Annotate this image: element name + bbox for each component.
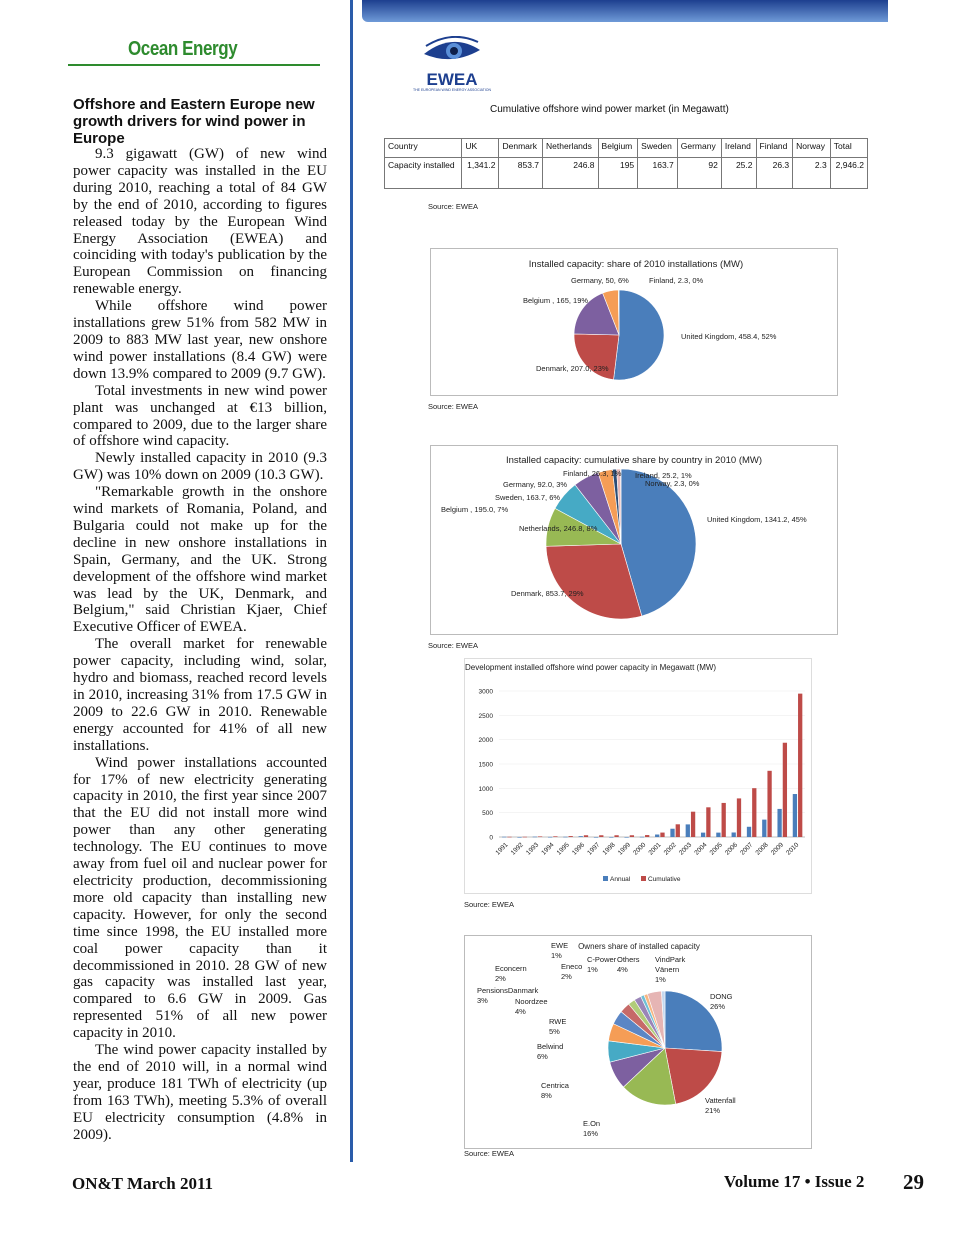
bar-annual: [686, 824, 690, 837]
page-number: 29: [903, 1170, 924, 1194]
bar-annual: [732, 832, 736, 837]
legend-label: Cumulative: [648, 876, 681, 883]
table-cell: 853.7: [499, 158, 543, 189]
pie-data-label: EWE: [551, 941, 569, 950]
bar-annual: [655, 835, 659, 837]
y-tick-label: 500: [482, 810, 493, 818]
y-tick-label: 2000: [478, 737, 493, 745]
pie-data-label: Econcern: [495, 964, 527, 973]
pie-data-label: Vänern: [655, 965, 680, 974]
x-tick-label: 1995: [555, 841, 571, 857]
x-tick-label: 2007: [739, 841, 755, 857]
bar-cumulative: [722, 803, 726, 837]
bar-cumulative: [783, 743, 787, 837]
legend-swatch: [641, 876, 646, 881]
article-heading: Offshore and Eastern Europe new growth drivers for wind power in Europe: [73, 96, 315, 147]
pie-data-label: Denmark, 207.0, 23%: [536, 364, 609, 373]
article-paragraph: The overall market for renewable power capacity, including wind, solar, hydro and biomass, reached record levels in 2010, increasing 31% from 17.5 GW in 2009 to 22.6 GW in 2010. Renewable energy accounted for 41% of all new installations.: [73, 636, 327, 754]
bar-cumulative: [706, 807, 710, 837]
bar-annual: [517, 837, 521, 838]
pie-data-label: Netherlands, 246.8, 8%: [519, 524, 598, 533]
bar-cumulative: [630, 835, 634, 837]
pie-data-label: Sweden, 163.7, 6%: [495, 493, 561, 502]
pie-data-label: Finland, 26.3, 1%: [563, 469, 622, 478]
pie-data-label: Eneco: [561, 962, 583, 971]
bar-cumulative: [691, 812, 695, 837]
bar-annual: [624, 837, 628, 838]
table-title: Cumulative offshore wind power market (in Megawatt): [490, 104, 729, 115]
bar-annual: [594, 837, 598, 838]
chart4-source: Source: EWEA: [464, 1149, 515, 1158]
pie-data-label: DONG: [710, 992, 733, 1001]
table-header-cell: Belgium: [598, 139, 638, 158]
x-tick-label: 1993: [525, 841, 541, 857]
x-tick-label: 1992: [509, 841, 525, 857]
y-tick-label: 1000: [478, 785, 493, 793]
bar-cumulative: [676, 824, 680, 837]
table-cell: 2.3: [793, 158, 831, 189]
pie-data-label: 1%: [551, 951, 562, 960]
pie-data-label: Belgium , 165, 19%: [523, 296, 589, 305]
bar-annual: [563, 837, 567, 838]
pie-data-label: Others: [617, 955, 640, 964]
pie-data-label: 4%: [515, 1007, 526, 1016]
table-cell: 92: [677, 158, 721, 189]
pie-data-label: Germany, 50, 6%: [571, 276, 629, 285]
table-header-cell: Norway: [793, 139, 831, 158]
bar-annual: [609, 837, 613, 838]
article-paragraph: The wind power capacity installed by the end of 2010 will, in a normal wind year, produce 181 TWh of electricity (up from 163 TWh), meeting 5.3% of overall EU electricity consumption (4.8% in 2009).: [73, 1042, 327, 1143]
article-paragraph: Wind power installations accounted for 17% of new electricity generating capacity in 2010, the first year since 2007 that the EU did not install more wind power than any other generating technology. The EU continues to move away from fuel oil and nuclear power for electricity production, decommissioning more old capacity than installing new capacity. However, for only the second time since 1998, the EU installed more coal power capacity than it decommissioned in 2010. 28 GW of new gas capacity was installed last year, compared to 6.6 GW in 2009. Gas represented 51% of all new power capacity in 2010.: [73, 754, 327, 1042]
x-tick-label: 1997: [586, 841, 602, 857]
bar-cumulative: [737, 798, 741, 837]
pie-data-label: 2%: [495, 974, 506, 983]
table-cell: 25.2: [721, 158, 756, 189]
bar-cumulative: [538, 836, 542, 837]
article-paragraph: 9.3 gigawatt (GW) of new wind power capacity was installed in the EU during 2010, reaching a total of 84 GW by the end of 2010, according to figures released today by the European Wind Energy Association (EWEA) and coinciding with today's publication by the European Commission on financing renewable energy.: [73, 146, 327, 298]
x-tick-label: 1991: [494, 841, 510, 857]
table-cell: 246.8: [543, 158, 599, 189]
logo-subtitle: THE EUROPEAN WIND ENERGY ASSOCIATION: [412, 88, 492, 92]
chart-2010-share: [430, 248, 838, 396]
pie-data-label: 5%: [549, 1027, 560, 1036]
table-header-cell: Total: [830, 139, 867, 158]
x-tick-label: 1999: [616, 841, 632, 857]
pie-data-label: Denmark, 853.7, 29%: [511, 589, 584, 598]
pie-data-label: 8%: [541, 1091, 552, 1100]
eye-logo-icon: [422, 36, 482, 66]
article-body: [73, 146, 327, 1143]
bar-annual: [716, 833, 720, 837]
pie-data-label: Ireland, 25.2, 1%: [635, 471, 692, 480]
chart-title: Installed capacity: share of 2010 installations (MW): [528, 259, 744, 270]
pie-data-label: Noordzee: [515, 997, 548, 1006]
x-tick-label: 1996: [570, 841, 587, 857]
top-decorative-band: [362, 0, 888, 22]
pie-data-label: RWE: [549, 1017, 567, 1026]
bar-cumulative: [752, 788, 756, 837]
table-header-cell: Netherlands: [543, 139, 599, 158]
table-header-cell: Denmark: [499, 139, 543, 158]
x-tick-label: 2003: [678, 841, 694, 857]
bar-annual: [762, 820, 766, 837]
chart-development-bar: [464, 658, 812, 894]
y-tick-label: 2500: [478, 712, 493, 720]
x-tick-label: 2009: [769, 841, 785, 857]
chart-title: Development installed offshore wind power capacity in Megawatt (MW): [465, 663, 717, 672]
table-header-cell: Ireland: [721, 139, 756, 158]
pie-data-label: Vattenfall: [705, 1096, 736, 1105]
pie-data-label: 3%: [477, 996, 488, 1005]
bar-cumulative: [523, 837, 527, 838]
pie-data-label: C-Power: [587, 955, 617, 964]
x-tick-label: 2006: [723, 841, 740, 857]
legend-label: Annual: [610, 876, 631, 883]
table-header-cell: Country: [385, 139, 462, 158]
x-tick-label: 1998: [601, 841, 617, 857]
pie-data-label: 4%: [617, 965, 628, 974]
table-header-cell: Sweden: [638, 139, 678, 158]
chart-owners-share: [464, 935, 812, 1149]
pie-data-label: 16%: [583, 1129, 599, 1138]
bar-annual: [777, 809, 781, 837]
pie-data-label: E.On: [583, 1119, 601, 1128]
bar-cumulative: [767, 771, 771, 837]
pie-data-label: Norway, 2.3, 0%: [645, 479, 700, 488]
article-paragraph: Total investments in new wind power plant was unchanged at €13 billion, compared to 2009, due to the larger share of offshore wind capacity.: [73, 382, 327, 450]
pie-data-label: United Kingdom, 458.4, 52%: [681, 332, 777, 341]
bar-annual: [640, 837, 644, 838]
ewea-logo: [408, 36, 496, 92]
bar-cumulative: [660, 833, 664, 837]
pie-slice: [614, 290, 664, 380]
chart-title: Owners share of installed capacity: [578, 942, 700, 951]
article-paragraph: "Remarkable growth in the onshore wind markets of Romania, Poland, and Bulgaria could not make up for the decline in new onshore installations in Spain, Germany, and the UK. Strong development of the offshore wind market was lead by the UK, Denmark, and Belgium," said Christian Kjaer, Chief Executive Officer of EWEA.: [73, 484, 327, 636]
chart2-source: Source: EWEA: [428, 641, 479, 650]
bar-annual: [747, 827, 751, 837]
bar-cumulative: [599, 835, 603, 837]
chart-title: Installed capacity: cumulative share by country in 2010 (MW): [505, 455, 763, 466]
pie-data-label: 2%: [561, 972, 572, 981]
pie-data-label: Belwind: [537, 1042, 564, 1051]
bar-cumulative: [553, 836, 557, 837]
bar-cumulative: [584, 835, 588, 837]
pie-data-label: 1%: [587, 965, 598, 974]
x-tick-label: 2010: [785, 841, 801, 857]
table-source: Source: EWEA: [428, 202, 479, 211]
pie-data-label: PensionsDanmark: [477, 986, 539, 995]
table-cell: 195: [598, 158, 638, 189]
table-header-cell: Finland: [756, 139, 793, 158]
y-tick-label: 3000: [478, 688, 493, 696]
table-cell: 1,341.2: [462, 158, 499, 189]
column-divider: [350, 0, 353, 1162]
pie-data-label: United Kingdom, 1341.2, 45%: [707, 515, 807, 524]
table-cell: 163.7: [638, 158, 678, 189]
bar-cumulative: [798, 694, 802, 837]
x-tick-label: 2004: [693, 841, 709, 857]
article-paragraph: Newly installed capacity in 2010 (9.3 GW) was 10% down on 2009 (10.3 GW).: [73, 450, 327, 484]
capacity-table: [384, 138, 868, 189]
chart1-source: Source: EWEA: [428, 402, 479, 411]
x-tick-label: 2000: [632, 841, 648, 857]
x-tick-label: 2008: [754, 841, 770, 857]
pie-data-label: Finland, 2.3, 0%: [649, 276, 704, 285]
bar-cumulative: [645, 835, 649, 837]
bar-cumulative: [614, 835, 618, 837]
table-cell: 2,946.2: [830, 158, 867, 189]
bar-cumulative: [507, 837, 511, 838]
y-tick-label: 1500: [478, 761, 493, 769]
pie-data-label: VindPark: [655, 955, 686, 964]
pie-data-label: 21%: [705, 1106, 721, 1115]
x-tick-label: 1994: [540, 841, 556, 857]
bar-annual: [502, 837, 506, 838]
pie-data-label: 1%: [655, 975, 666, 984]
footer-volume: Volume 17 • Issue 2: [724, 1172, 865, 1191]
x-tick-label: 2005: [708, 841, 724, 857]
bar-annual: [548, 837, 552, 838]
bar-annual: [533, 837, 537, 838]
table-header-cell: Germany: [677, 139, 721, 158]
chart-cumulative-share: [430, 445, 838, 635]
logo-name: EWEA: [426, 70, 478, 89]
table-row-label: Capacity installed: [385, 158, 462, 189]
chart3-source: Source: EWEA: [464, 900, 515, 909]
bar-annual: [670, 829, 674, 837]
bar-annual: [793, 794, 797, 837]
pie-data-label: Germany, 92.0, 3%: [503, 480, 568, 489]
legend-swatch: [603, 876, 608, 881]
x-tick-label: 2001: [647, 841, 663, 857]
bar-cumulative: [569, 836, 573, 837]
pie-data-label: 6%: [537, 1052, 548, 1061]
section-underline: [68, 64, 320, 66]
pie-data-label: 26%: [710, 1002, 726, 1011]
article-paragraph: While offshore wind power installations grew 51% from 582 MW in 2009 to 883 MW last year, new onshore wind power installations (8.4 GW) were down 13.9% compared to 2009 (9.7 GW).: [73, 298, 327, 382]
pie-data-label: Belgium , 195.0, 7%: [441, 505, 509, 514]
bar-annual: [701, 833, 705, 837]
pie-data-label: Centrica: [541, 1081, 569, 1090]
section-title: Ocean Energy: [128, 38, 238, 60]
table-header-cell: UK: [462, 139, 499, 158]
footer-publication: ON&T March 2011: [72, 1174, 214, 1193]
table-cell: 26.3: [756, 158, 793, 189]
y-tick-label: 0: [489, 834, 493, 842]
x-tick-label: 2002: [662, 841, 678, 857]
bar-annual: [579, 836, 583, 837]
